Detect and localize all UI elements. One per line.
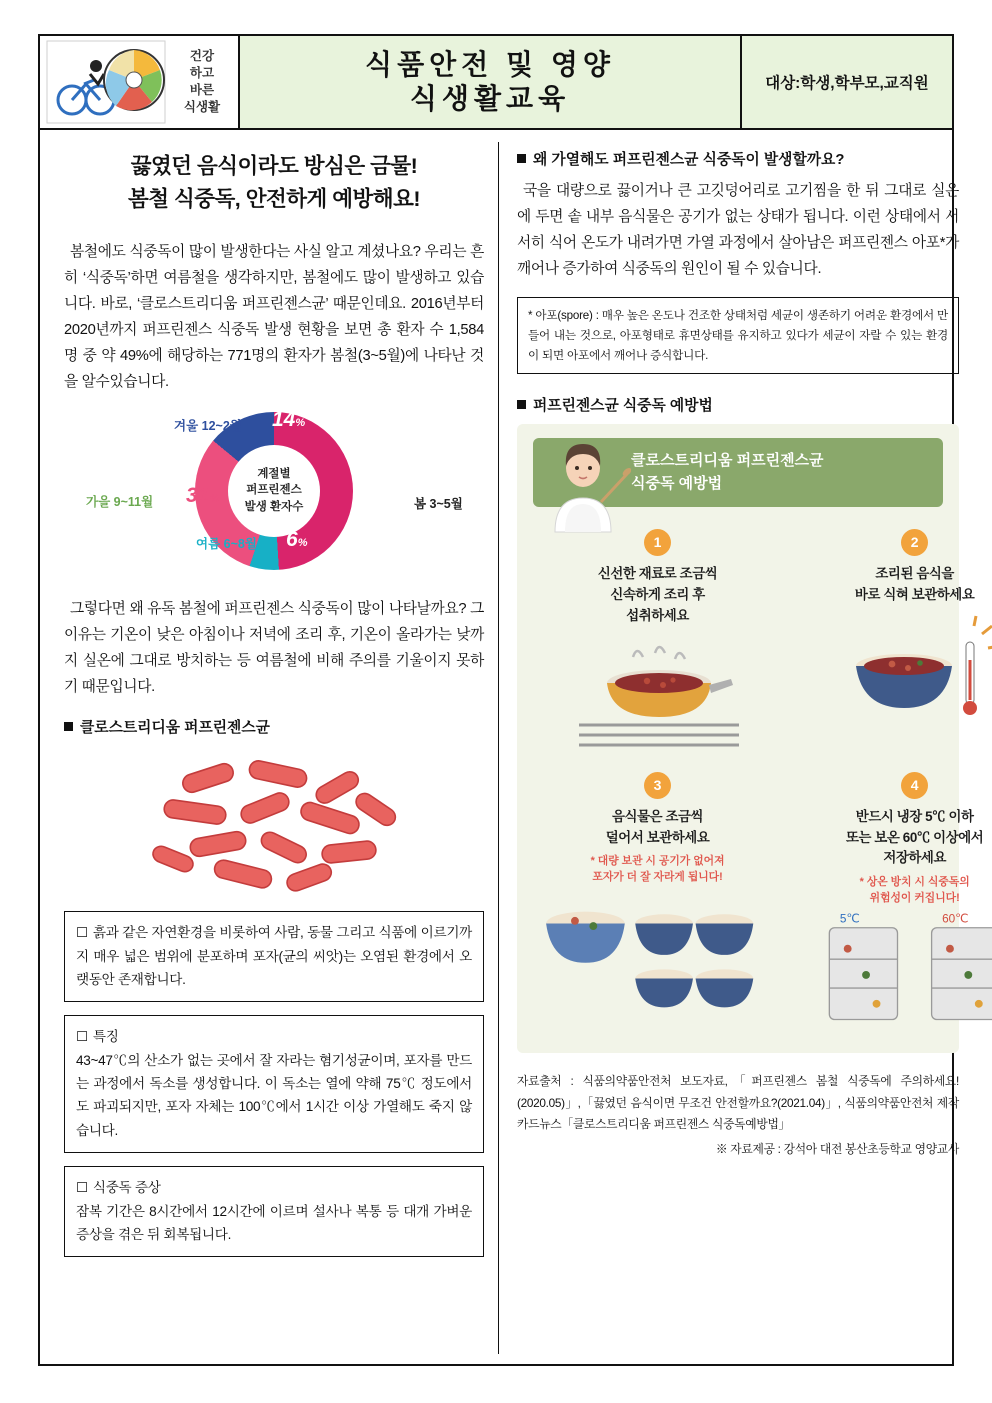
perfringens-bacteria-icon (64, 747, 484, 897)
donut-center-label (228, 445, 320, 537)
page-title-line-2: 식생활교육 (409, 83, 571, 114)
step-note-3-line-1: * 대량 보관 시 공기가 없어져 (590, 855, 725, 868)
cardnews-panel (517, 424, 984, 1053)
step-note-4 (790, 874, 992, 906)
step-caption-1-line-1: 신선한 재료로 조금씩 (597, 566, 718, 582)
source-text: 자료출처 : 식품의약품안전처 보도자료,「퍼프린젠스 봄철 식중독에 주의하세요!(2020.05)」,「끓였던 음식이면 무조건 안전할까요?(2021.04)」, 식품의약품안전처 제작 카드뉴스「클로스트리디움 퍼프린젠스 식중독예방법」 (517, 1074, 959, 1131)
bacteria-illustration (64, 747, 484, 897)
headline-line-2: 봄철 식중독, 안전하게 예방해요! (127, 187, 421, 212)
prevention-title-text: 퍼프린젠스균 식중독 예방법 (533, 398, 713, 415)
cardnews-steps (533, 523, 984, 1035)
cardnews-banner-line-1: 클로스트리디움 퍼프린젠스균 (631, 452, 824, 470)
bacteria-section-title-text: 클로스트리디움 퍼프린젠스균 (80, 720, 270, 737)
left-column (50, 142, 499, 1354)
step-caption-2-line-1: 조리된 음식을 (875, 566, 954, 582)
note-text-symptoms: 잠복 기간은 8시간에서 12시간에 이르며 설사나 복통 등 대개 가벼운 증상을 겪은 뒤 회복됩니다. (76, 1203, 472, 1242)
step-note-3 (533, 853, 782, 885)
note-title-characteristics-row (76, 1025, 472, 1048)
step-caption-2-line-2: 바로 식혀 보관하세요 (854, 587, 975, 603)
note-text-characteristics: 43~47℃의 산소가 없는 곳에서 잘 자라는 혐기성균이며, 포자를 만드는 과정에서 독소를 생성합니다. 이 독소는 열에 약해 75℃ 정도에서도 파괴되지만, 포자 자체는 100℃에서 1시간 이상 가열해도 죽지 않습니다. (76, 1052, 472, 1138)
prevention-title (517, 394, 959, 415)
step-caption-1 (533, 564, 782, 626)
headline (64, 150, 484, 217)
page-title-line-1: 식품안전 및 영양 (365, 48, 615, 80)
donut-category-winter: 겨울 12~2월 (174, 418, 242, 433)
note-box-characteristics (64, 1015, 484, 1153)
question-title-text: 왜 가열해도 퍼프린젠스균 식중독이 발생할까요? (533, 152, 845, 168)
cooking-pot-on-stove-icon (563, 633, 753, 751)
donut-center-line-3: 발생 환자수 (244, 500, 304, 513)
step-caption-2 (790, 564, 992, 606)
step-caption-3 (533, 807, 782, 849)
donut-value-summer: 6% (286, 527, 308, 551)
spore-footnote: * 아포(spore) : 매우 높은 온도나 건조한 상태처럼 세균이 생존하기 어려운 환경에서 만들어 내는 것으로, 아포형태로 휴면상태를 유지하고 있다가 세균이 자랄 수 있는 환경이 되면 아포에서 깨어나 증식합니다. (517, 297, 959, 375)
step-caption-3-line-1: 음식물은 조금씩 (612, 808, 704, 824)
step-caption-4-line-1: 반드시 냉장 5℃ 이하 (855, 808, 974, 824)
donut-center-line-2: 퍼프린젠스 (246, 484, 302, 497)
donut-category-autumn: 가을 9~11월 (86, 494, 154, 509)
donut-value-spring: 49% (376, 485, 410, 509)
refrigerator-and-warmer-icon (790, 912, 992, 1030)
step-number-badge: 3 (644, 772, 671, 799)
cooling-bowl-with-thermometer-icon (820, 612, 992, 730)
cardnews-step-3 (533, 766, 782, 1036)
season-donut-chart (64, 408, 484, 588)
cardnews-step-1 (533, 523, 782, 755)
audience-label: 대상:학생,학부모,교직원 (742, 36, 952, 128)
step-caption-4-line-2: 또는 보온 60℃ 이상에서 (845, 829, 984, 845)
question-title (517, 148, 959, 169)
step-note-4-line-2: 위험성이 커집니다! (869, 892, 960, 905)
note-title-symptoms: 식중독 증상 (92, 1180, 161, 1196)
logo-caption-line-3: 바른 (189, 83, 215, 97)
step-number-badge: 4 (901, 772, 928, 799)
donut-value-winter: 14% (272, 407, 306, 431)
note-title-characteristics: 특징 (92, 1029, 119, 1045)
step-caption-3-line-2: 덜어서 보관하세요 (605, 829, 710, 845)
step-caption-4 (790, 807, 992, 869)
intro-paragraph: 봄철에도 식중독이 많이 발생한다는 사실 알고 계셨나요? 우리는 흔히 ‘식중독’하면 여름철을 생각하지만, 봄철에도 많이 발생하고 있습니다. 바로, ‘클로스트리디움 퍼프린젠스균’ 때문인데요. 2016년부터 2020년까지 퍼프린젠스 식중독 발생 현황을 보면 총 환자 수 1,584명 중 약 49%에 해당하는 771명의 환자가 봄철(3~5월)에 나타난 것을 알수있습니다. (64, 243, 484, 391)
note-box-distribution (64, 911, 484, 1002)
cardnews-step-2 (790, 523, 992, 755)
cardnews-banner-line-2: 식중독 예방법 (631, 474, 723, 492)
header-logo-block (40, 36, 240, 128)
headline-line-1: 끓였던 음식이라도 방심은 금물! (130, 154, 418, 178)
bacteria-section-title (64, 716, 484, 737)
step-caption-4-line-3: 저장하세요 (883, 850, 946, 866)
note-box-symptoms (64, 1166, 484, 1257)
logo-caption-line-4: 식생활 (183, 99, 221, 114)
logo-caption-line-1: 건강 (189, 49, 215, 64)
donut-category-spring: 봄 3~5월 (414, 496, 463, 511)
step-note-4-line-1: * 상온 방치 시 식중독의 (859, 876, 970, 889)
healthy-eating-logo-icon (46, 40, 166, 124)
donut-center-line-1: 계절별 (257, 467, 291, 480)
step-caption-1-line-3: 섭취하세요 (626, 607, 689, 623)
step-number-badge: 1 (644, 529, 671, 556)
note-title-symptoms-row (76, 1176, 472, 1199)
step-number-badge: 2 (901, 529, 928, 556)
source-note (517, 1071, 959, 1160)
note-text-distribution: 흙과 같은 자연환경을 비롯하여 사람, 동물 그리고 식품에 이르기까지 매우 넓은 범위에 분포하며 포자(균의 씨앗)는 오염된 환경에서 오랫동안 존재합니다. (76, 925, 472, 987)
checkbox-icon: ☐ (76, 1180, 88, 1196)
page-title (240, 36, 742, 128)
answer-paragraph: 국을 대량으로 끓이거나 큰 고깃덩어리로 고기찜을 한 뒤 그대로 실온에 두면 솥 내부 음식물은 공기가 없는 상태가 됩니다. 이런 상태에서 서서히 식어 온도가 내려가면 가열 과정에서 살아남은 퍼프린젠스 아포*가 깨어나 증가하여 식중독의 원인이 될 수 있습니다. (517, 183, 959, 278)
right-column (499, 142, 984, 1354)
fridge-temp-right: 60℃ (942, 912, 969, 926)
square-bullet-icon (517, 154, 526, 163)
fridge-temp-left: 5℃ (839, 912, 860, 926)
step-note-3-line-2: 포자가 더 잘 자라게 됩니다! (592, 871, 723, 884)
square-bullet-icon (517, 400, 526, 409)
after-chart-paragraph: 그렇다면 왜 유독 봄철에 퍼프린젠스 식중독이 많이 나타날까요? 그 이유는 기온이 낮은 아침이나 저녁에 조리 후, 기온이 올라가는 낮까지 실온에 그대로 방치하는 등 여름철에 비해 주의를 기울이지 못하기 때문입니다. (64, 600, 484, 696)
portioned-containers-icon (533, 892, 782, 1010)
square-bullet-icon (64, 722, 73, 731)
logo-caption-line-2: 하고 (189, 66, 215, 81)
donut-category-summer: 여름 6~8월 (196, 536, 257, 551)
nutritionist-illustration-icon (535, 428, 631, 536)
page-header (38, 34, 954, 130)
checkbox-icon: ☐ (76, 1029, 88, 1045)
donut-value-autumn: 31% (186, 483, 220, 507)
logo-caption (172, 48, 232, 116)
content-frame (38, 130, 984, 1366)
provider-text: ※ 자료제공 : 강석아 대전 봉산초등학교 영양교사 (715, 1142, 959, 1157)
step-caption-1-line-2: 신속하게 조리 후 (610, 587, 705, 603)
cardnews-step-4 (790, 766, 992, 1036)
checkbox-icon: ☐ (76, 925, 88, 941)
